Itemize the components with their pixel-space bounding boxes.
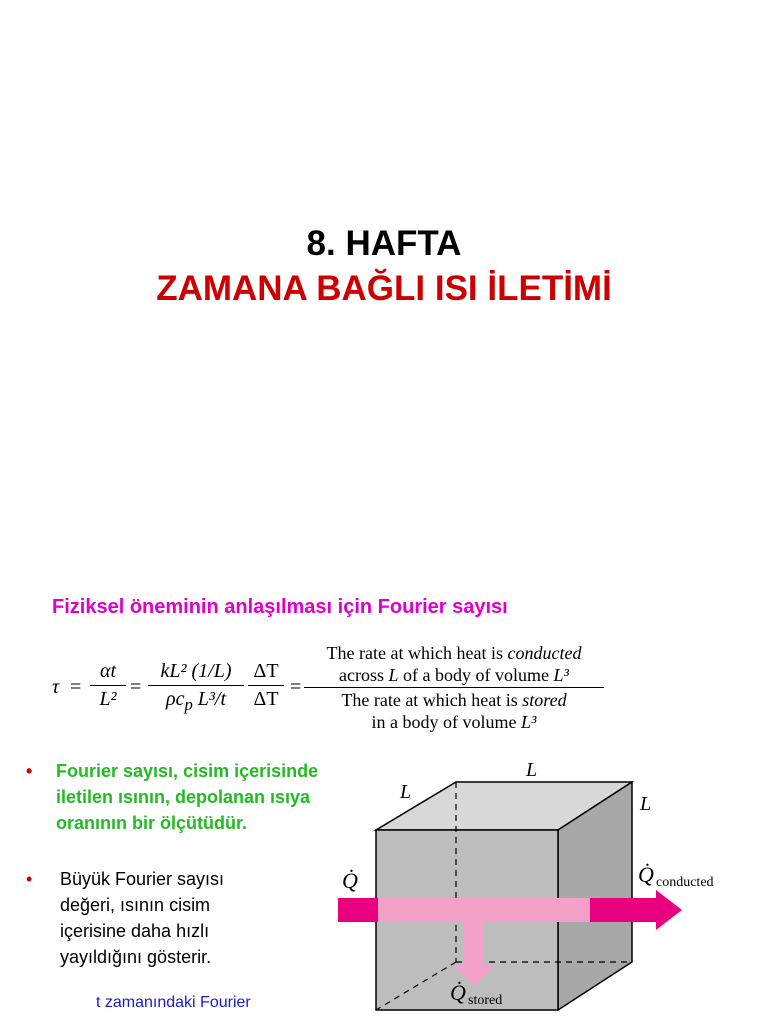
frac1-numerator: αt (99, 660, 117, 682)
text-frac-bar (304, 687, 604, 688)
label-l-top: L (526, 759, 538, 781)
frac1-bar (90, 685, 126, 686)
heat-out-arrow-body (590, 898, 656, 922)
frac2-den-rest: L³/t (192, 688, 227, 710)
frac2-denominator (148, 688, 244, 715)
text-num-l2d: L³ (553, 665, 569, 685)
formula-equals-1: = (70, 676, 82, 698)
frac1-denominator: L² (99, 688, 117, 710)
label-q-stored-sub: stored (468, 993, 503, 1008)
text-num-l1b: conducted (507, 643, 582, 663)
label-l-left: L (400, 781, 412, 803)
frac2-den-rho-c: ρc (165, 688, 185, 710)
label-q-conducted: Q̇ (638, 862, 654, 887)
formula-frac-delta (248, 660, 284, 711)
frac2-den-sub: p (184, 695, 193, 714)
text-num-l2c: of a body of volume (398, 665, 554, 685)
text-denominator-line1 (304, 689, 604, 711)
bottom-note: t zamanındaki Fourier (96, 994, 251, 1011)
bullet-text-2: Büyük Fourier sayısı değeri, ısının cisim içerisine daha hızlı yayıldığını gösterir. (60, 869, 225, 967)
cube-diagram (330, 752, 750, 1024)
frac3-denominator: ΔT (253, 688, 279, 710)
label-l-right: L (640, 793, 652, 815)
label-q-conducted-sub: conducted (656, 875, 714, 890)
text-num-l2a: across (339, 665, 389, 685)
label-q-in: Q̇ (342, 868, 358, 893)
formula-equals-2: = (130, 676, 142, 698)
text-denominator-line2 (304, 711, 604, 733)
bullet-marker-1: • (26, 761, 33, 781)
text-numerator-line1 (304, 642, 604, 664)
frac2-bar (148, 685, 244, 686)
frac3-numerator: ΔT (253, 660, 279, 682)
label-q-stored: Q̇ (450, 980, 466, 1005)
formula-tau: τ (52, 676, 60, 698)
text-num-l2b: L (388, 665, 399, 685)
text-den-l2a: in a body of volume (371, 712, 522, 732)
formula-frac-kl (148, 660, 244, 715)
formula-frac-alpha (90, 660, 126, 711)
text-den-l1b: stored (522, 690, 567, 710)
page-title: 8. HAFTA (306, 224, 462, 263)
cube-diagram-svg (330, 752, 750, 1024)
heat-in-arrow-body (338, 898, 378, 922)
frac2-numerator: kL² (1/L) (160, 660, 232, 682)
bullet-text-1: Fourier sayısı, cisim içerisinde iletilen ısının, depolanan ısıya oranının bir ölçütüdür. (56, 761, 319, 833)
heat-stored-arrow-body (464, 918, 484, 966)
heat-out-arrowhead (656, 890, 682, 930)
page-subtitle: ZAMANA BAĞLI ISI İLETİMİ (156, 269, 612, 308)
section-heading: Fiziksel öneminin anlaşılması için Fourier sayısı (52, 596, 508, 618)
formula-equals-3: = (290, 676, 302, 698)
text-den-l1a: The rate at which heat is (341, 690, 523, 710)
frac3-bar (248, 685, 284, 686)
text-den-l2b: L³ (521, 712, 537, 732)
text-num-l1a: The rate at which heat is (326, 643, 508, 663)
fourier-formula (52, 640, 652, 750)
bullet-marker-2: • (26, 869, 33, 889)
title-block (0, 222, 768, 312)
text-numerator-line2 (304, 664, 604, 686)
formula-frac-text (304, 642, 604, 733)
